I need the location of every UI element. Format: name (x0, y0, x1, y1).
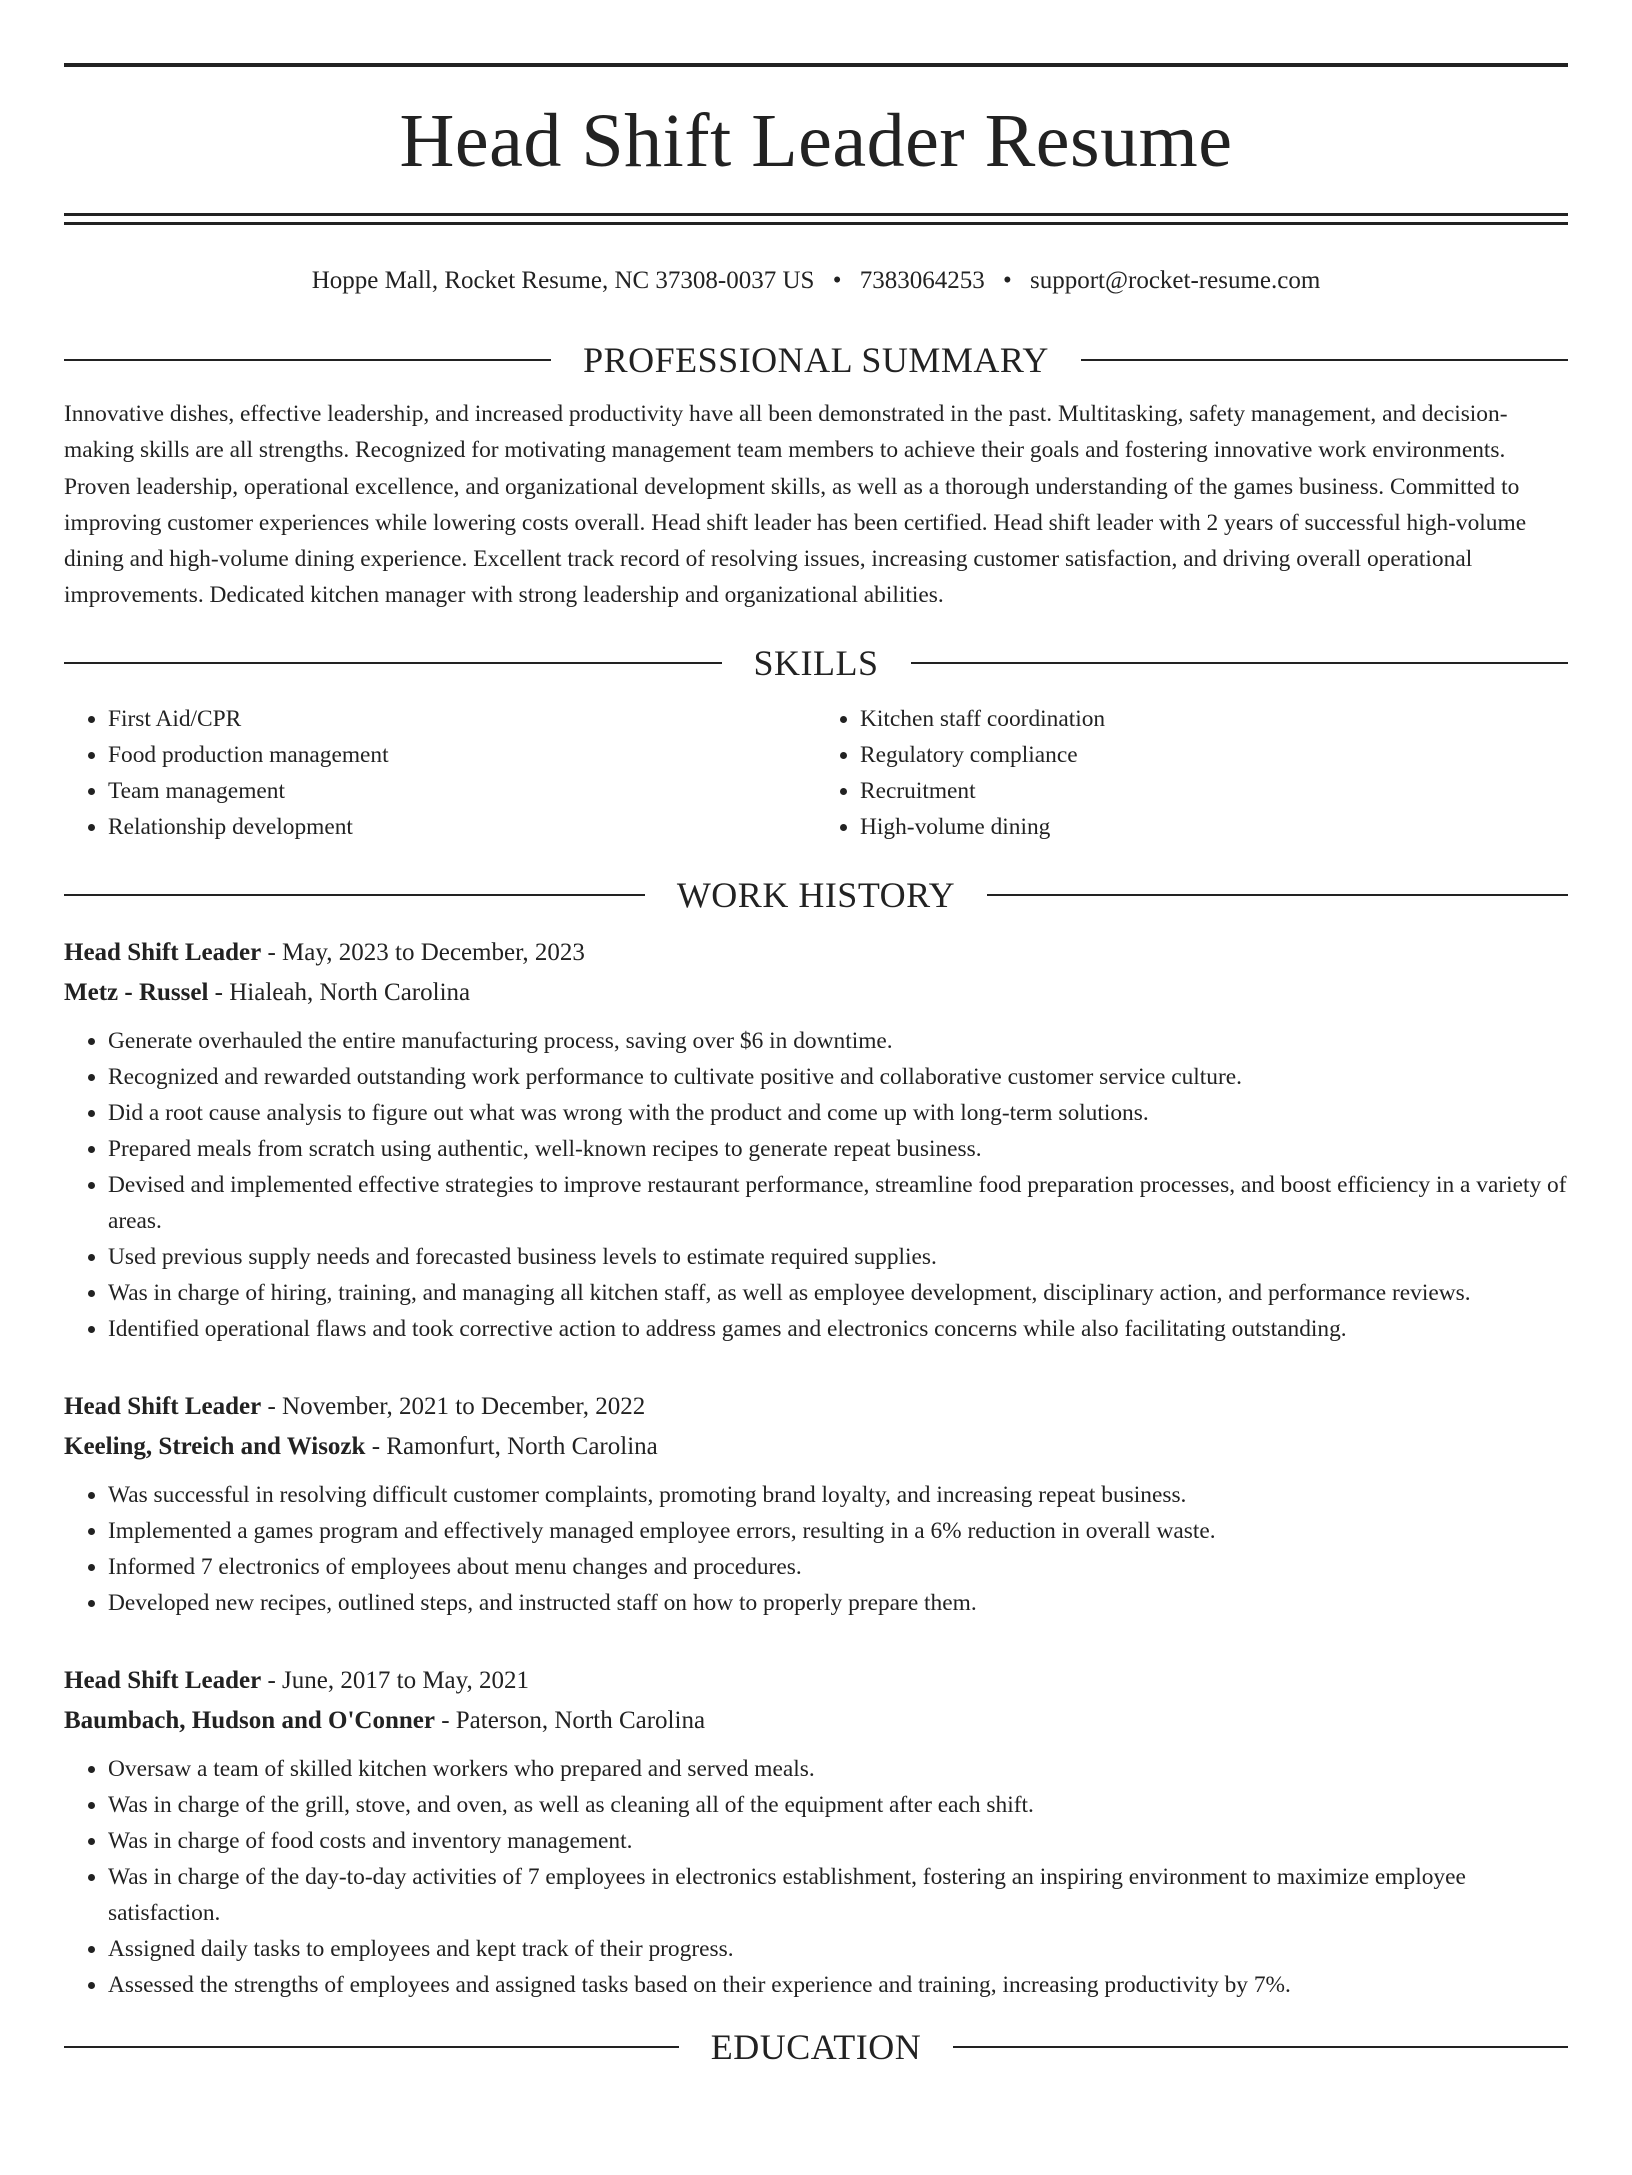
job-title-line (64, 933, 1568, 973)
skill-item: • Recruitment (860, 773, 1568, 809)
job-bullets (64, 1477, 1568, 1621)
job-bullet: • Informed 7 electronics of employees about menu changes and procedures. (108, 1549, 1568, 1585)
skill-item: • Regulatory compliance (860, 737, 1568, 773)
job-entry (64, 1661, 1568, 2003)
work-history (64, 933, 1568, 2003)
contact-phone: 7383064253 (859, 267, 985, 294)
job-bullets (64, 1023, 1568, 1347)
job-company-line (64, 1701, 1568, 1741)
heading-rule-left (64, 894, 645, 896)
job-entry (64, 933, 1568, 1347)
contact-email[interactable]: support@rocket-resume.com (1029, 267, 1321, 294)
skill-item: • Team management (108, 773, 816, 809)
page-title: Head Shift Leader Resume (399, 99, 1233, 183)
skills-column-left (64, 701, 816, 845)
job-dates: - November, 2021 to December, 2022 (261, 1392, 646, 1420)
contact-line (64, 263, 1568, 299)
job-bullet: • Generate overhauled the entire manufacturing process, saving over $6 in downtime. (108, 1023, 1568, 1059)
job-bullet: • Did a root cause analysis to figure out what was wrong with the product and come up with long-term solutions. (108, 1095, 1568, 1131)
contact-separator: • (832, 267, 842, 294)
skills-list (64, 701, 1568, 845)
job-bullet: • Was in charge of the day-to-day activities of 7 employees in electronics establishment, fostering an inspiring environment to maximize employee satisfaction. (108, 1859, 1568, 1931)
job-bullet: • Assessed the strengths of employees and assigned tasks based on their experience and training, increasing productivity by 7%. (108, 1967, 1568, 2003)
job-bullet: • Recognized and rewarded outstanding work performance to cultivate positive and collaborative customer service culture. (108, 1059, 1568, 1095)
heading-rule-left (64, 2046, 679, 2048)
title-rule-lower (64, 222, 1568, 225)
job-company-line (64, 1427, 1568, 1467)
work-section-heading (64, 871, 1568, 919)
job-entry (64, 1387, 1568, 1621)
skill-item: • First Aid/CPR (108, 701, 816, 737)
summary-heading: PROFESSIONAL SUMMARY (583, 340, 1049, 380)
heading-rule-left (64, 662, 722, 664)
job-title-line (64, 1661, 1568, 1701)
job-location: - Ramonfurt, North Carolina (365, 1432, 658, 1460)
job-bullet: • Was in charge of the grill, stove, and oven, as well as cleaning all of the equipment after each shift. (108, 1787, 1568, 1823)
job-title-line (64, 1387, 1568, 1427)
job-title: Head Shift Leader (64, 1392, 262, 1420)
work-heading: WORK HISTORY (676, 874, 956, 915)
heading-rule-right (911, 662, 1569, 664)
skill-item: • Kitchen staff coordination (860, 701, 1568, 737)
job-bullet: • Was successful in resolving difficult customer complaints, promoting brand loyalty, and increasing repeat business. (108, 1477, 1568, 1513)
job-company: Keeling, Streich and Wisozk (64, 1432, 366, 1460)
summary-text: Innovative dishes, effective leadership, and increased productivity have all been demonstrated in the past. Multitasking, safety management, and decision-making skills are all strengths. Recognized for motivating management team members to achieve their goals and fostering innovative work environments. Proven leadership, operational excellence, and organizational development skills, as well as a thorough understanding of the games business. Committed to improving customer experiences while lowering costs overall. Head shift leader has been certified. Head shift leader with 2 years of successful high-volume dining and high-volume dining experience. Excellent track record of resolving issues, increasing customer satisfaction, and driving overall operational improvements. Dedicated kitchen manager with strong leadership and organizational abilities. (64, 401, 1527, 609)
job-bullet: • Was in charge of food costs and inventory management. (108, 1823, 1568, 1859)
skills-heading: SKILLS (753, 642, 879, 683)
title-rule-upper (64, 213, 1568, 216)
job-bullet: • Prepared meals from scratch using authentic, well-known recipes to generate repeat business. (108, 1131, 1568, 1167)
job-bullet: • Developed new recipes, outlined steps, and instructed staff on how to properly prepare them. (108, 1585, 1568, 1621)
job-bullet: • Oversaw a team of skilled kitchen workers who prepared and served meals. (108, 1751, 1568, 1787)
job-bullet: • Identified operational flaws and took corrective action to address games and electronics concerns while also facilitating outstanding. (108, 1311, 1568, 1347)
summary-section-heading (64, 336, 1568, 384)
job-company-line (64, 973, 1568, 1013)
job-bullet: • Was in charge of hiring, training, and managing all kitchen staff, as well as employee development, disciplinary action, and performance reviews. (108, 1275, 1568, 1311)
top-rule (64, 63, 1568, 67)
job-location: - Hialeah, North Carolina (208, 978, 471, 1006)
skill-item: • Food production management (108, 737, 816, 773)
job-bullets (64, 1751, 1568, 2003)
skills-column-right (816, 701, 1568, 845)
job-company: Metz - Russel (64, 978, 209, 1006)
job-bullet: • Used previous supply needs and forecasted business levels to estimate required supplies. (108, 1239, 1568, 1275)
job-dates: - May, 2023 to December, 2023 (261, 938, 585, 966)
job-title: Head Shift Leader (64, 1666, 262, 1694)
education-heading: EDUCATION (710, 2026, 922, 2067)
contact-separator: • (1002, 267, 1012, 294)
job-location: - Paterson, North Carolina (434, 1706, 706, 1734)
job-dates: - June, 2017 to May, 2021 (261, 1666, 530, 1694)
skill-item: • Relationship development (108, 809, 816, 845)
job-bullet: • Devised and implemented effective strategies to improve restaurant performance, streamline food preparation processes, and boost efficiency in a variety of areas. (108, 1167, 1568, 1239)
heading-rule-right (953, 2046, 1568, 2048)
job-title: Head Shift Leader (64, 938, 262, 966)
heading-rule-left (64, 359, 551, 361)
contact-address: Hoppe Mall, Rocket Resume, NC 37308-0037 US (311, 267, 815, 294)
heading-rule-right (1081, 359, 1568, 361)
skills-section-heading (64, 639, 1568, 687)
heading-rule-right (987, 894, 1568, 896)
job-bullet: • Assigned daily tasks to employees and kept track of their progress. (108, 1931, 1568, 1967)
resume-page (0, 63, 1632, 2175)
skill-item: • High-volume dining (860, 809, 1568, 845)
job-bullet: • Implemented a games program and effectively managed employee errors, resulting in a 6% reduction in overall waste. (108, 1513, 1568, 1549)
education-section-heading (64, 2023, 1568, 2071)
job-company: Baumbach, Hudson and O'Conner (64, 1706, 435, 1734)
